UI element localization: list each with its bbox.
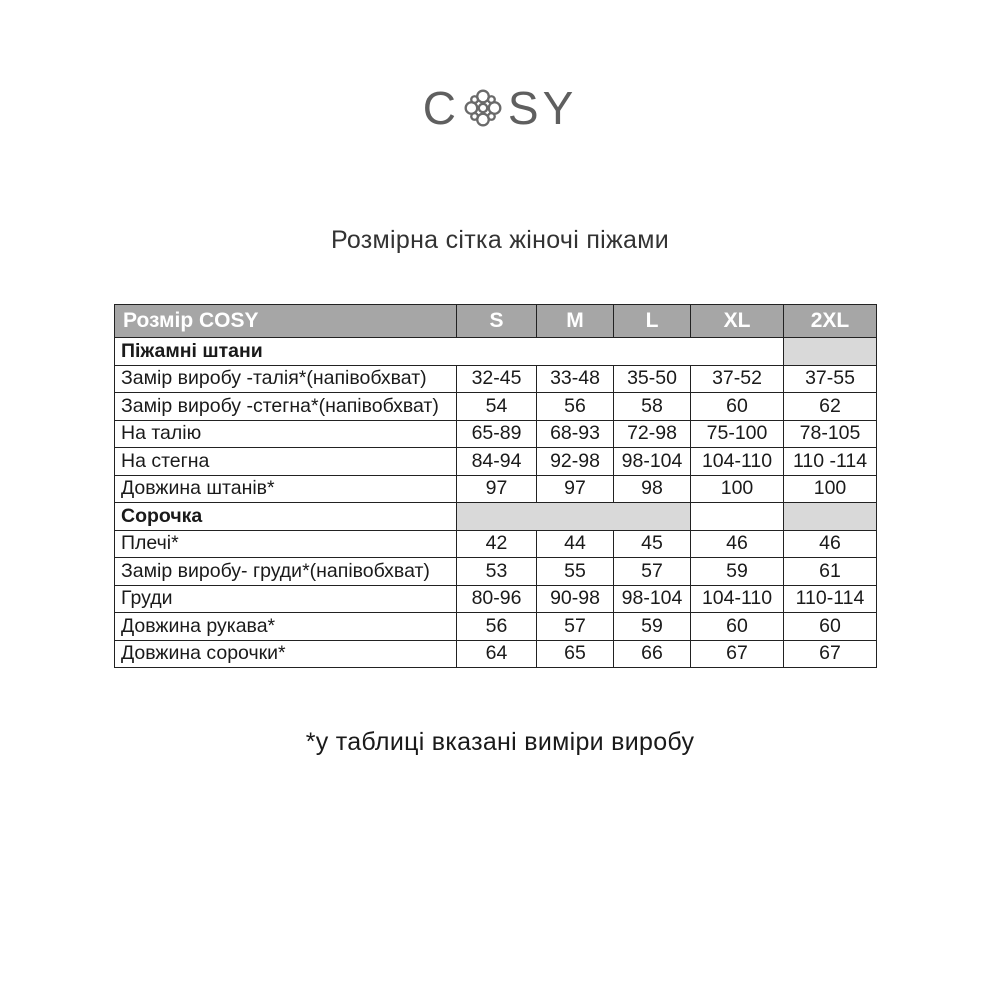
table-cell: 72-98	[614, 420, 691, 448]
table-row	[115, 393, 877, 421]
table-cell: 84-94	[457, 448, 537, 476]
table-cell: 42	[457, 530, 537, 558]
section-blank-cell	[691, 503, 784, 531]
section-row-shirt	[115, 503, 877, 531]
table-cell: 32-45	[457, 365, 537, 393]
row-label: Довжина сорочки*	[115, 640, 457, 668]
table-row	[115, 475, 877, 503]
table-cell: 35-50	[614, 365, 691, 393]
header-size-label: Розмір COSY	[115, 305, 457, 338]
table-cell: 97	[457, 475, 537, 503]
table-cell: 33-48	[537, 365, 614, 393]
table-cell: 110-114	[784, 585, 877, 613]
row-label: Замір виробу- груди*(напівобхват)	[115, 558, 457, 586]
table-cell: 65	[537, 640, 614, 668]
table-cell: 80-96	[457, 585, 537, 613]
table-row	[115, 613, 877, 641]
table-cell: 98	[614, 475, 691, 503]
table-cell: 98-104	[614, 585, 691, 613]
table-cell: 104-110	[691, 585, 784, 613]
table-cell: 37-55	[784, 365, 877, 393]
table-cell: 57	[614, 558, 691, 586]
table-cell: 97	[537, 475, 614, 503]
table-cell: 90-98	[537, 585, 614, 613]
table-cell: 98-104	[614, 448, 691, 476]
table-cell: 56	[537, 393, 614, 421]
row-label: Довжина штанів*	[115, 475, 457, 503]
section-title: Сорочка	[115, 503, 457, 531]
table-cell: 46	[784, 530, 877, 558]
table-row	[115, 585, 877, 613]
table-cell: 44	[537, 530, 614, 558]
table-cell: 55	[537, 558, 614, 586]
table-row	[115, 365, 877, 393]
table-cell: 61	[784, 558, 877, 586]
section-shade-cell	[784, 338, 877, 366]
table-cell: 53	[457, 558, 537, 586]
table-cell: 60	[691, 393, 784, 421]
table-cell: 60	[784, 613, 877, 641]
brand-logo	[0, 78, 1000, 138]
table-row	[115, 530, 877, 558]
table-cell: 57	[537, 613, 614, 641]
table-cell: 92-98	[537, 448, 614, 476]
row-label: На талію	[115, 420, 457, 448]
table-cell: 67	[784, 640, 877, 668]
header-size-s: S	[457, 305, 537, 338]
table-cell: 60	[691, 613, 784, 641]
flower-logo-icon	[462, 87, 504, 129]
row-label: Замір виробу -стегна*(напівобхват)	[115, 393, 457, 421]
section-row-pants	[115, 338, 877, 366]
header-size-l: L	[614, 305, 691, 338]
page-title: Розмірна сітка жіночі піжами	[330, 226, 670, 254]
table-cell: 65-89	[457, 420, 537, 448]
table-cell: 62	[784, 393, 877, 421]
logo-text-right: SY	[507, 82, 578, 134]
table-cell: 67	[691, 640, 784, 668]
section-shade-cell	[784, 503, 877, 531]
row-label: Плечі*	[115, 530, 457, 558]
table-cell: 46	[691, 530, 784, 558]
table-cell: 75-100	[691, 420, 784, 448]
table-cell: 104-110	[691, 448, 784, 476]
section-shade-cell	[457, 503, 691, 531]
table-cell: 56	[457, 613, 537, 641]
section-title: Піжамні штани	[115, 338, 784, 366]
table-cell: 59	[691, 558, 784, 586]
table-header-row	[115, 305, 877, 338]
table-cell: 100	[691, 475, 784, 503]
table-cell: 100	[784, 475, 877, 503]
size-chart-table	[114, 304, 877, 668]
table-cell: 78-105	[784, 420, 877, 448]
row-label: Груди	[115, 585, 457, 613]
table-cell: 110 -114	[784, 448, 877, 476]
footnote: *у таблиці вказані виміри виробу	[305, 728, 695, 756]
table-cell: 54	[457, 393, 537, 421]
table-row	[115, 448, 877, 476]
header-size-2xl: 2XL	[784, 305, 877, 338]
logo-text-left: C	[422, 82, 460, 134]
table-cell: 64	[457, 640, 537, 668]
table-cell: 59	[614, 613, 691, 641]
header-size-xl: XL	[691, 305, 784, 338]
table-row	[115, 420, 877, 448]
header-size-m: M	[537, 305, 614, 338]
table-cell: 37-52	[691, 365, 784, 393]
row-label: Замір виробу -талія*(напівобхват)	[115, 365, 457, 393]
row-label: Довжина рукава*	[115, 613, 457, 641]
table-row	[115, 640, 877, 668]
table-cell: 66	[614, 640, 691, 668]
table-cell: 45	[614, 530, 691, 558]
table-cell: 68-93	[537, 420, 614, 448]
table-cell: 58	[614, 393, 691, 421]
table-row	[115, 558, 877, 586]
row-label: На стегна	[115, 448, 457, 476]
